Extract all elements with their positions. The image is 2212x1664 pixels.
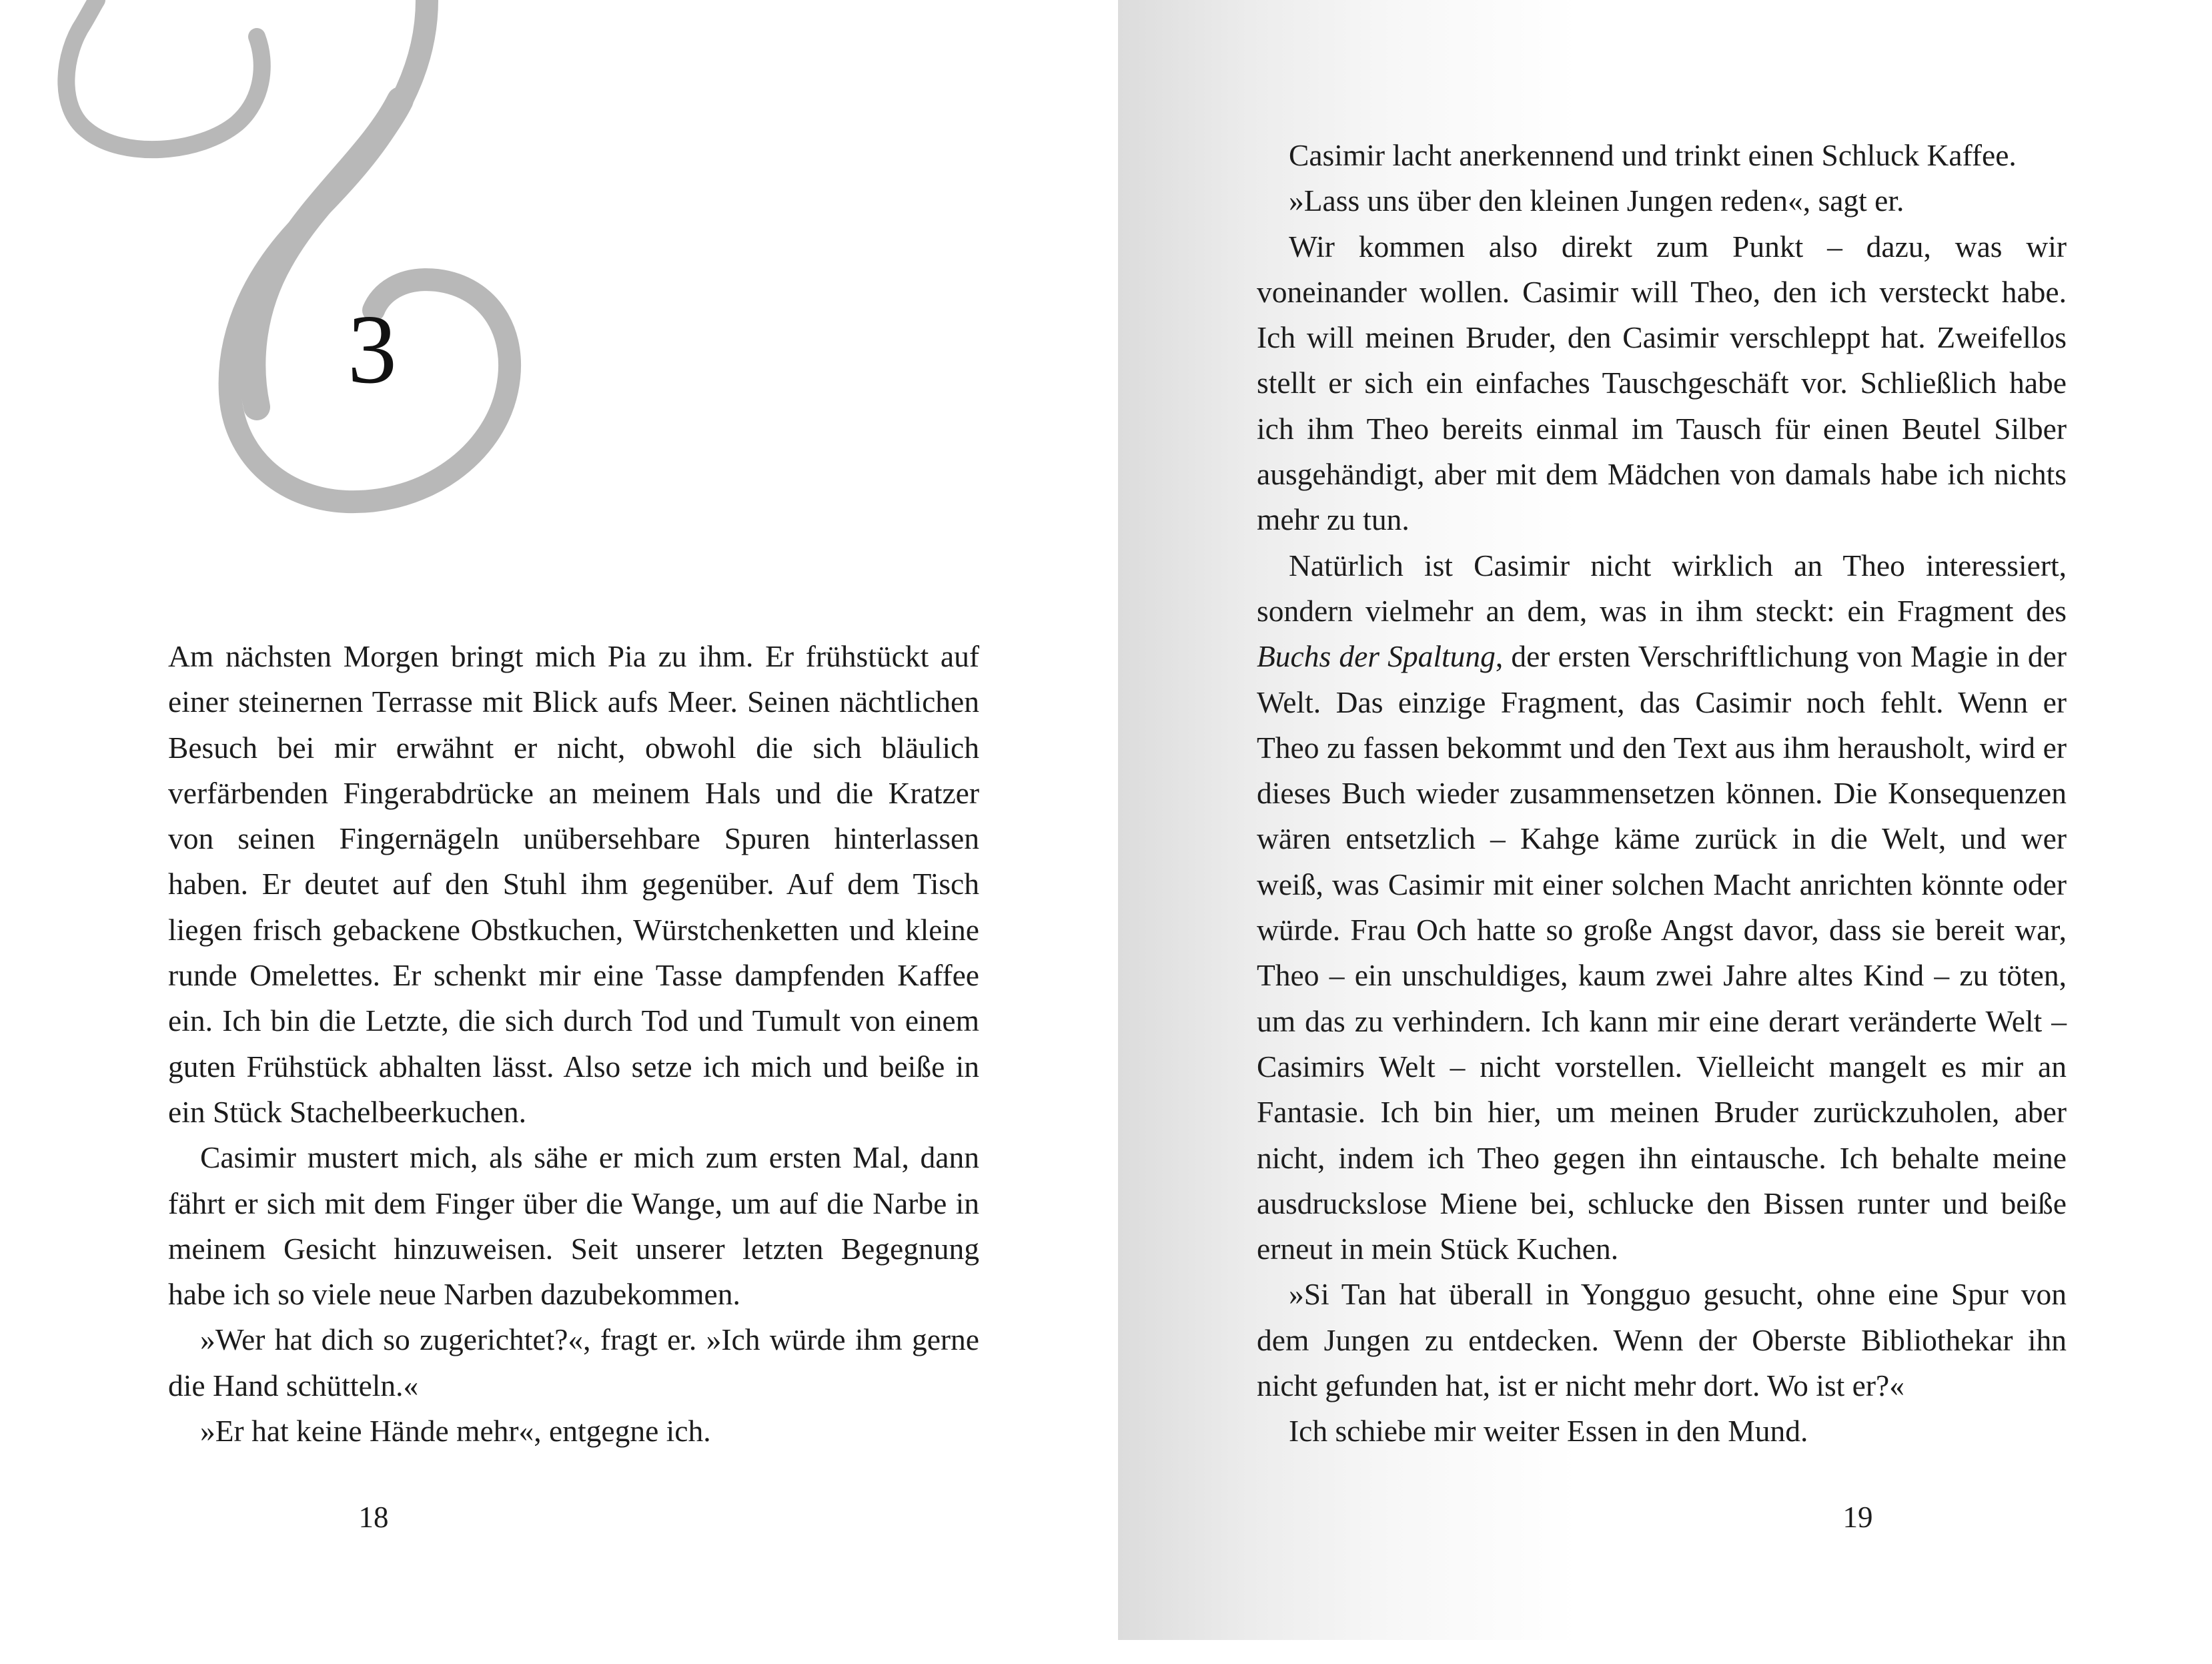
paragraph: Casimir lacht anerkennend und trinkt einen Schluck Kaffee. bbox=[1289, 138, 2017, 172]
paragraph: Casimir mustert mich, als sähe er mich zum ersten Mal, dann fährt er sich mit dem Finger über die Wange, um auf die Narbe in meinem Gesicht hinzuweisen. Seit unserer letzten Begegnung habe ich so viele neue Narben dazubekommen. bbox=[168, 1140, 979, 1312]
right-page bbox=[1118, 0, 2212, 1664]
page-number: 18 bbox=[358, 1501, 389, 1534]
paragraph: »Si Tan hat überall in Yongguo gesucht, ohne eine Spur von dem Jungen zu entdecken. Wenn der Oberste Bibliothekar ihn nicht gefunden hat, ist er nicht mehr dort. Wo ist er?« bbox=[1257, 1277, 2067, 1403]
chapter-number: 3 bbox=[348, 295, 397, 404]
page-edge bbox=[1118, 1640, 2212, 1664]
paragraph bbox=[1257, 543, 2067, 1272]
paragraph-text: Natürlich ist Casimir nicht wirklich an Theo interessiert, sondern vielmehr an dem, was in ihm steckt: ein Fragment des bbox=[1257, 548, 2067, 628]
paragraph: Am nächsten Morgen bringt mich Pia zu ihm. Er frühstückt auf einer steinernen Terrasse mit Blick aufs Meer. Seinen nächtlichen Besuch bei mir erwähnt er nicht, obwohl die sich bläulich verfärbenden Fingerabdrücke an meinem Hals und die Kratzer von seinen Fingernägeln unübersehbare Spuren hinterlassen haben. Er deutet auf den Stuhl ihm gegenüber. Auf dem Tisch liegen frisch gebackene Obstkuchen, Würstchenketten und kleine runde Omelettes. Er schenkt mir eine Tasse dampfenden Kaffee ein. Ich bin die Letzte, die sich durch Tod und Tumult von einem guten Frühstück abhalten lässt. Also setze ich mich und beiße in ein Stück Stachelbeerkuchen. bbox=[168, 639, 979, 1129]
page-number: 19 bbox=[1842, 1501, 1873, 1534]
paragraph: Wir kommen also direkt zum Punkt – dazu, was wir voneinander wollen. Casimir will Theo, den ich versteckt habe. Ich will meinen Bruder, den Casimir verschleppt hat. Zweifellos stellt er sich ein einfaches Tauschgeschäft vor. Schließlich habe ich ihm Theo bereits einmal im Tausch für einen Beutel Silber ausgehändigt, aber mit dem Mädchen von damals habe ich nichts mehr zu tun. bbox=[1257, 229, 2067, 537]
left-page-text bbox=[168, 634, 979, 1454]
book-title: Buchs der Spaltung bbox=[1257, 639, 1496, 674]
paragraph: »Wer hat dich so zugerichtet?«, fragt er. »Ich würde ihm gerne die Hand schütteln.« bbox=[168, 1322, 979, 1402]
swirl-ornament-icon bbox=[0, 0, 600, 534]
paragraph: »Er hat keine Hände mehr«, entgegne ich. bbox=[200, 1414, 711, 1448]
paragraph: »Lass uns über den kleinen Jungen reden«, sagt er. bbox=[1289, 183, 1904, 218]
paragraph: Ich schiebe mir weiter Essen in den Mund. bbox=[1289, 1414, 1808, 1448]
right-page-text bbox=[1257, 133, 2067, 1454]
paragraph-text: , der ersten Verschriftlichung von Magie in der Welt. Das einzige Fragment, das Casimir noch fehlt. Wenn er Theo zu fassen bekommt und den Text aus ihm herausholt, wird er dieses Buch wieder zusammensetzen können. Die Konsequenzen wären entsetzlich – Kahge käme zurück in die Welt, und wer weiß, was Casimir mit einer solchen Macht anrichten könnte oder würde. Frau Och hatte so große Angst davor, dass sie bereit war, Theo – ein unschuldiges, kaum zwei Jahre altes Kind – zu töten, um das zu verhindern. Ich kann mir eine derart veränderte Welt – Casimirs Welt – nicht vorstellen. Vielleicht mangelt es mir an Fantasie. Ich bin hier, um meinen Bruder zurückzuholen, aber nicht, indem ich Theo gegen ihn eintausche. Ich behalte meine ausdruckslose Miene bei, schlucke den Bissen runter und beiße erneut in mein Stück Kuchen. bbox=[1257, 639, 2067, 1266]
